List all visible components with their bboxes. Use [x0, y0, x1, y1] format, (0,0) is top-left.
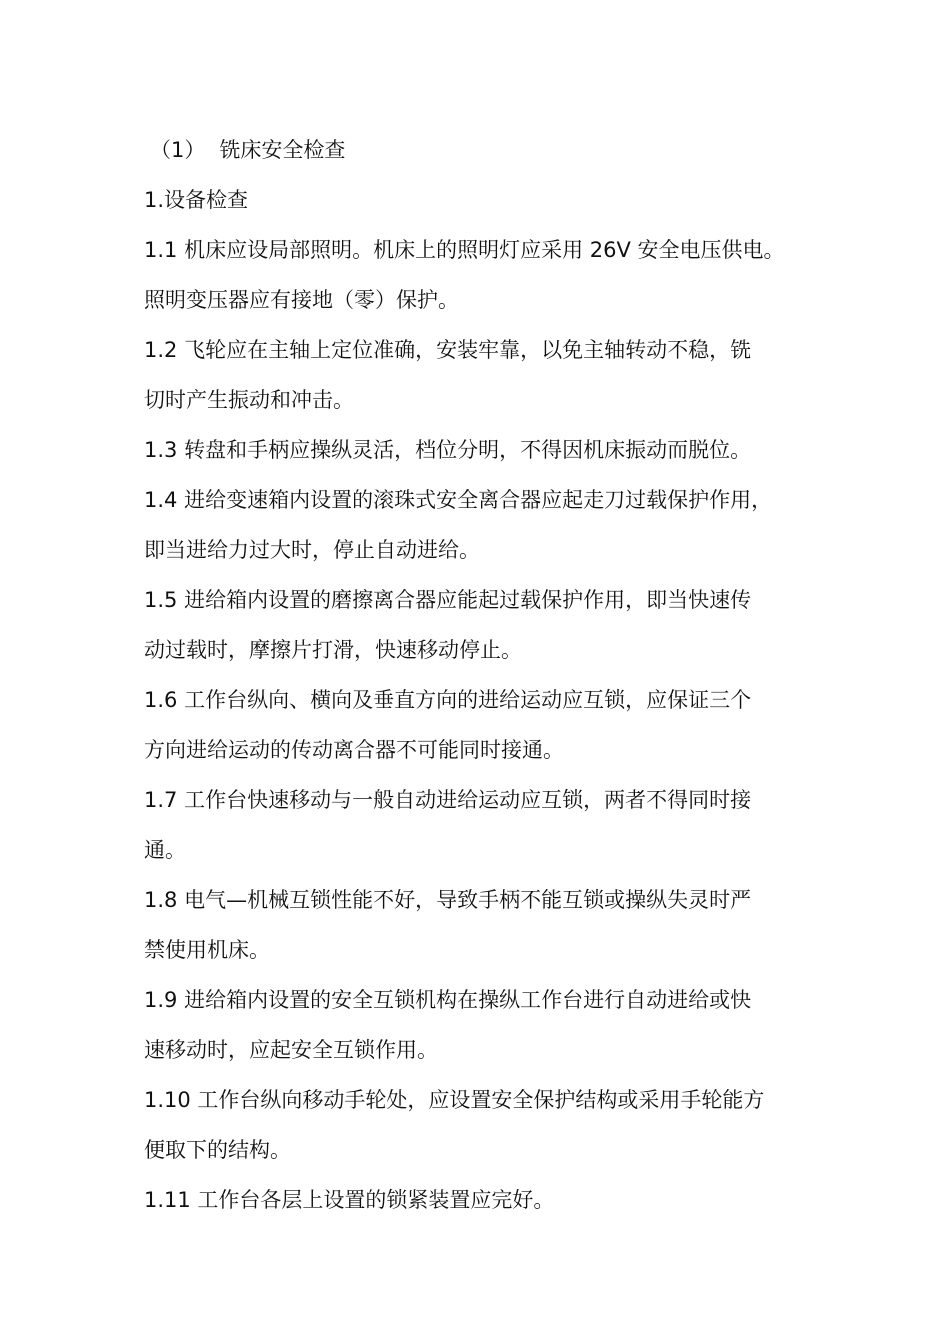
- text-line: 1.1 机床应设局部照明。机床上的照明灯应采用 26V 安全电压供电。: [144, 238, 785, 262]
- text-line: 1.10 工作台纵向移动手轮处，应设置安全保护结构或采用手轮能方: [144, 1088, 765, 1112]
- text-line: 1.2 飞轮应在主轴上定位准确，安装牢靠，以免主轴转动不稳，铣: [144, 338, 752, 362]
- text-line: 1.9 进给箱内设置的安全互锁机构在操纵工作台进行自动进给或快: [144, 988, 752, 1012]
- text-line: 动过载时，摩擦片打滑，快速移动停止。: [144, 638, 522, 662]
- title-text: 铣床安全检查: [219, 138, 346, 162]
- text-line: 1.8 电气—机械互锁性能不好，导致手柄不能互锁或操纵失灵时严: [144, 888, 752, 912]
- section-heading: 1.设备检查: [144, 188, 249, 212]
- text-line: 1.4 进给变速箱内设置的滚珠式安全离合器应起走刀过载保护作用，: [144, 488, 773, 512]
- text-line: 方向进给运动的传动离合器不可能同时接通。: [144, 738, 564, 762]
- text-line: 切时产生振动和冲击。: [144, 388, 354, 412]
- text-line: 1.6 工作台纵向、横向及垂直方向的进给运动应互锁，应保证三个: [144, 688, 752, 712]
- document-body: [144, 125, 824, 1225]
- text-line: 禁使用机床。: [144, 938, 270, 962]
- text-line: 即当进给力过大时，停止自动进给。: [144, 538, 480, 562]
- text-line: 1.5 进给箱内设置的磨擦离合器应能起过载保护作用，即当快速传: [144, 588, 752, 612]
- text-line: 速移动时，应起安全互锁作用。: [144, 1038, 438, 1062]
- text-line: 1.7 工作台快速移动与一般自动进给运动应互锁，两者不得同时接: [144, 788, 752, 812]
- text-line: 照明变压器应有接地（零）保护。: [144, 288, 459, 312]
- text-line: 1.3 转盘和手柄应操纵灵活，档位分明，不得因机床振动而脱位。: [144, 438, 752, 462]
- document-title: [144, 125, 824, 175]
- text-line: 便取下的结构。: [144, 1138, 291, 1162]
- text-line: 1.11 工作台各层上设置的锁紧装置应完好。: [144, 1188, 555, 1212]
- title-number: （1）: [150, 138, 206, 162]
- text-line: 通。: [144, 838, 186, 862]
